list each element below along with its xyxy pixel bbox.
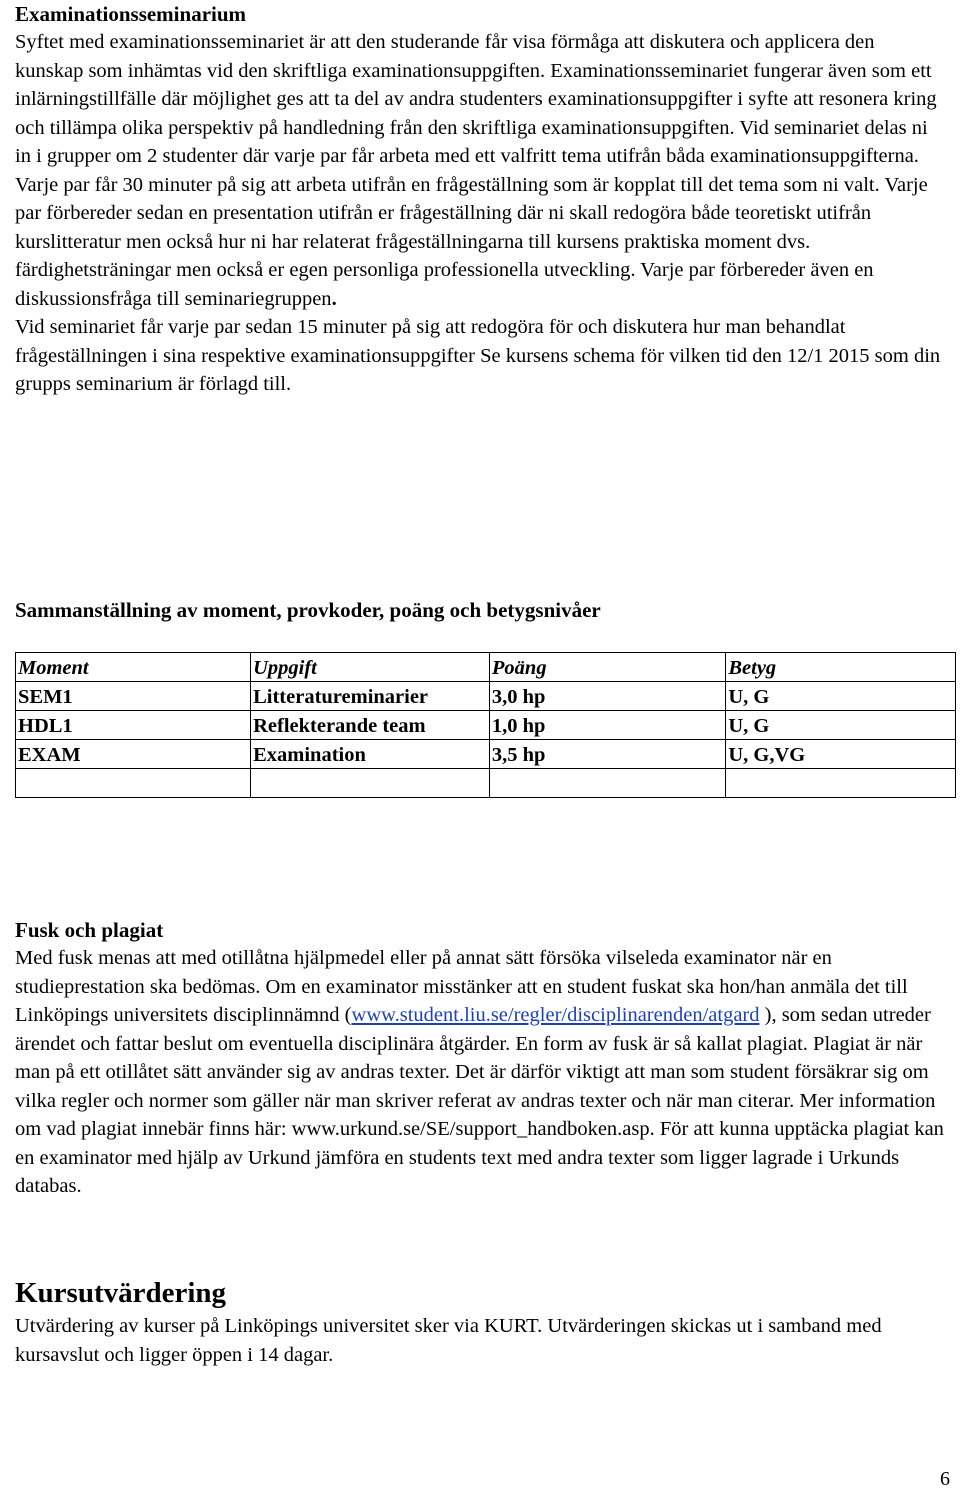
table-cell: U, G <box>726 711 956 740</box>
table-cell <box>16 769 251 798</box>
table-cell: 3,5 hp <box>489 740 725 769</box>
table-row <box>16 740 956 769</box>
fusk-section <box>15 916 947 1201</box>
table-cell <box>251 769 490 798</box>
disciplinarenden-link[interactable]: www.student.liu.se/regler/disciplinarenden/atgard <box>351 1004 760 1026</box>
table-cell <box>489 769 725 798</box>
evaluation-section <box>15 1275 947 1369</box>
seminar-section <box>15 0 947 399</box>
table-header-uppgift: Uppgift <box>251 653 490 682</box>
table-cell: HDL1 <box>16 711 251 740</box>
seminar-paragraph-2: Vid seminariet får varje par sedan 15 minuter på sig att redogöra för och diskutera hur man behandlat frågeställningen i sina respektive examinationsuppgifter Se kursens schema för vilken tid den 12/1 2015 som din grupps seminarium är förlagd till. <box>15 316 941 395</box>
table-header-betyg: Betyg <box>726 653 956 682</box>
table-cell: 1,0 hp <box>489 711 725 740</box>
evaluation-paragraph: Utvärdering av kurser på Linköpings universitet sker via KURT. Utvärderingen skickas ut i samband med kursavslut och ligger öppen i 14 dagar. <box>15 1315 882 1366</box>
summary-table <box>15 652 956 798</box>
summary-heading: Sammanställning av moment, provkoder, poäng och betygsnivåer <box>15 598 601 622</box>
fusk-text-after-link: ), som sedan utreder ärendet och fattar beslut om eventuella disciplinära åtgärder. En form av fusk är så kallat plagiat. Plagiat är när man på ett otillåtet sätt använder sig av andras texter. Det är därför viktigt att man som student försäkrar sig om vilka regler och normer som gäller när man skriver referat av andras texter och när man citerar. Mer information om vad plagiat innebär finns här: www.urkund.se/SE/support_handboken.asp. För att kunna upptäcka plagiat kan en examinator med hjälp av Urkund jämföra en students text med andra texter som ligger lagrade i Urkunds databas. <box>15 1004 944 1197</box>
table-cell: Examination <box>251 740 490 769</box>
table-cell: U, G,VG <box>726 740 956 769</box>
seminar-paragraph-1-text: Syftet med examinationsseminariet är att den studerande får visa förmåga att diskutera och applicera den kunskap som inhämtas vid den skriftliga examinationsuppgiften. Examinationsseminariet fungerar även som ett inlärningstillfälle där möjlighet ges att ta del av andra studenters examinationsuppgifter i syfte att resonera kring och tillämpa olika perspektiv på handledning från den skriftliga examinationsuppgiften. Vid seminariet delas ni in i grupper om 2 studenter där varje par får arbeta med ett valfritt tema utifrån båda examinationsuppgifterna. Varje par får 30 minuter på sig att arbeta utifrån en frågeställning som är kopplat till det tema som ni valt. Varje par förbereder sedan en presentation utifrån er frågeställning där ni skall redogöra både teoretiskt utifrån kurslitteratur men också hur ni har relaterat frågeställningarna till kursens praktiska moment dvs. färdighetsträningar men också er egen personliga professionella utveckling. Varje par förbereder även en diskussionsfråga till seminariegruppen <box>15 31 937 310</box>
fusk-text-before-link: Med fusk menas att med otillåtna hjälpmedel eller på annat sätt försöka vilseleda examinator när en studieprestation ska bedömas. Om en examinator misstänker att en student fuskat ska hon/han anmäla det till Linköpings universitets disciplinnämnd ( <box>15 947 908 1026</box>
summary-section <box>15 596 947 766</box>
table-header-row <box>16 653 956 682</box>
fusk-heading: Fusk och plagiat <box>15 918 164 942</box>
table-cell: Litteratureminarier <box>251 682 490 711</box>
table-cell: Reflekterande team <box>251 711 490 740</box>
fusk-paragraph <box>15 944 947 1201</box>
table-cell: SEM1 <box>16 682 251 711</box>
page-number: 6 <box>940 1468 950 1490</box>
seminar-paragraph-1 <box>15 28 947 313</box>
table-row <box>16 711 956 740</box>
seminar-paragraph-1-end: . <box>331 287 337 310</box>
table-header-moment: Moment <box>16 653 251 682</box>
evaluation-heading: Kursutvärdering <box>15 1277 227 1309</box>
table-row <box>16 682 956 711</box>
seminar-heading: Examinationsseminarium <box>15 2 247 26</box>
table-cell: EXAM <box>16 740 251 769</box>
table-cell <box>726 769 956 798</box>
table-row-empty <box>16 769 956 798</box>
table-cell: 3,0 hp <box>489 682 725 711</box>
table-cell: U, G <box>726 682 956 711</box>
table-header-poang: Poäng <box>489 653 725 682</box>
